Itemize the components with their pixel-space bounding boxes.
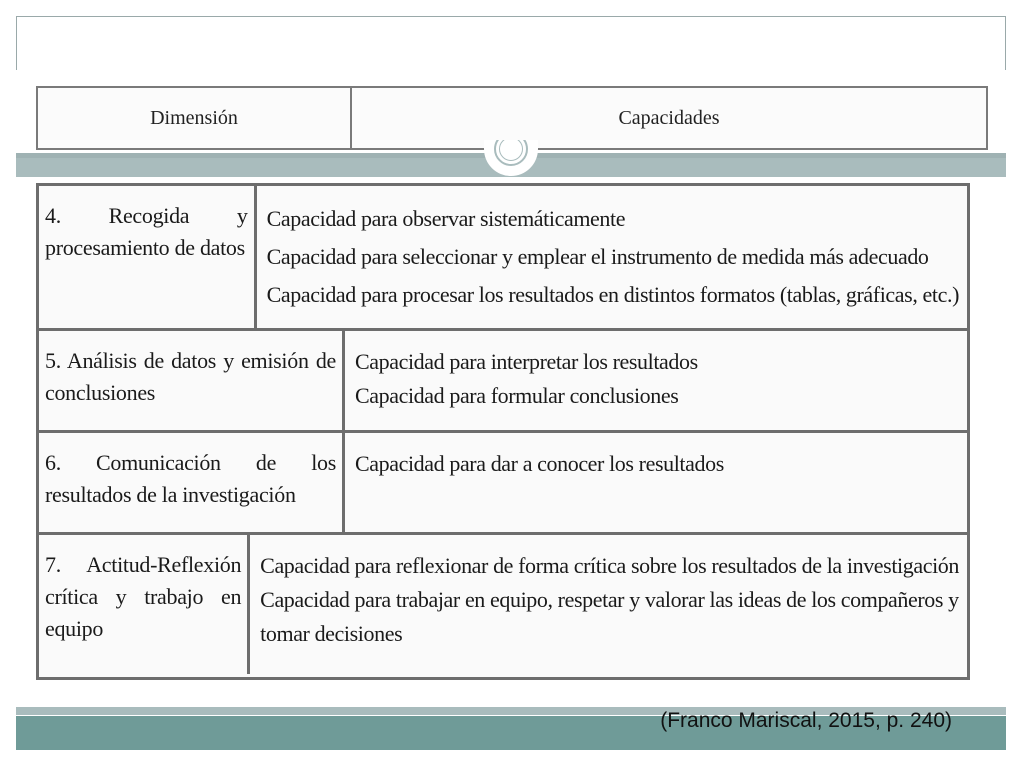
slide-frame-top xyxy=(16,16,1006,70)
capacity-item: Capacidad para formular conclusiones xyxy=(355,383,679,408)
dimension-cell: 7. Actitud-Reflexión crítica y trabajo en equipo xyxy=(39,535,250,674)
capacities-cell xyxy=(257,186,967,328)
capacities-cell xyxy=(345,433,967,532)
citation-text: (Franco Mariscal, 2015, p. 240) xyxy=(660,709,952,732)
table-row xyxy=(39,535,967,674)
capacity-item: Capacidad para observar sistemáticamente xyxy=(266,206,626,231)
capacity-item: Capacidad para interpretar los resultados xyxy=(355,349,698,374)
dimension-cell: 4. Recogida y procesamiento de datos xyxy=(39,186,257,328)
capacities-cell xyxy=(345,331,967,430)
header-capacities: Capacidades xyxy=(618,106,720,129)
header-dimension: Dimensión xyxy=(38,88,352,148)
capacity-item: Capacidad para dar a conocer los resultados xyxy=(355,451,724,476)
table-row xyxy=(39,186,967,331)
capacities-table xyxy=(36,183,970,680)
dimension-cell: 6. Comunicación de los resultados de la investigación xyxy=(39,433,345,532)
capacity-item: Capacidad para procesar los resultados en distintos formatos (tablas, gráficas, etc.) xyxy=(266,282,959,307)
capacity-item: Capacidad para reflexionar de forma crítica sobre los resultados de la investigación xyxy=(260,553,959,578)
capacities-cell xyxy=(250,535,967,674)
table-row xyxy=(39,331,967,433)
capacity-item: Capacidad para seleccionar y emplear el instrumento de medida más adecuado xyxy=(266,244,929,269)
capacity-item: Capacidad para trabajar en equipo, respetar y valorar las ideas de los compañeros y tomar decisiones xyxy=(260,587,959,646)
dimension-cell: 5. Análisis de datos y emisión de conclusiones xyxy=(39,331,345,430)
table-row xyxy=(39,433,967,535)
